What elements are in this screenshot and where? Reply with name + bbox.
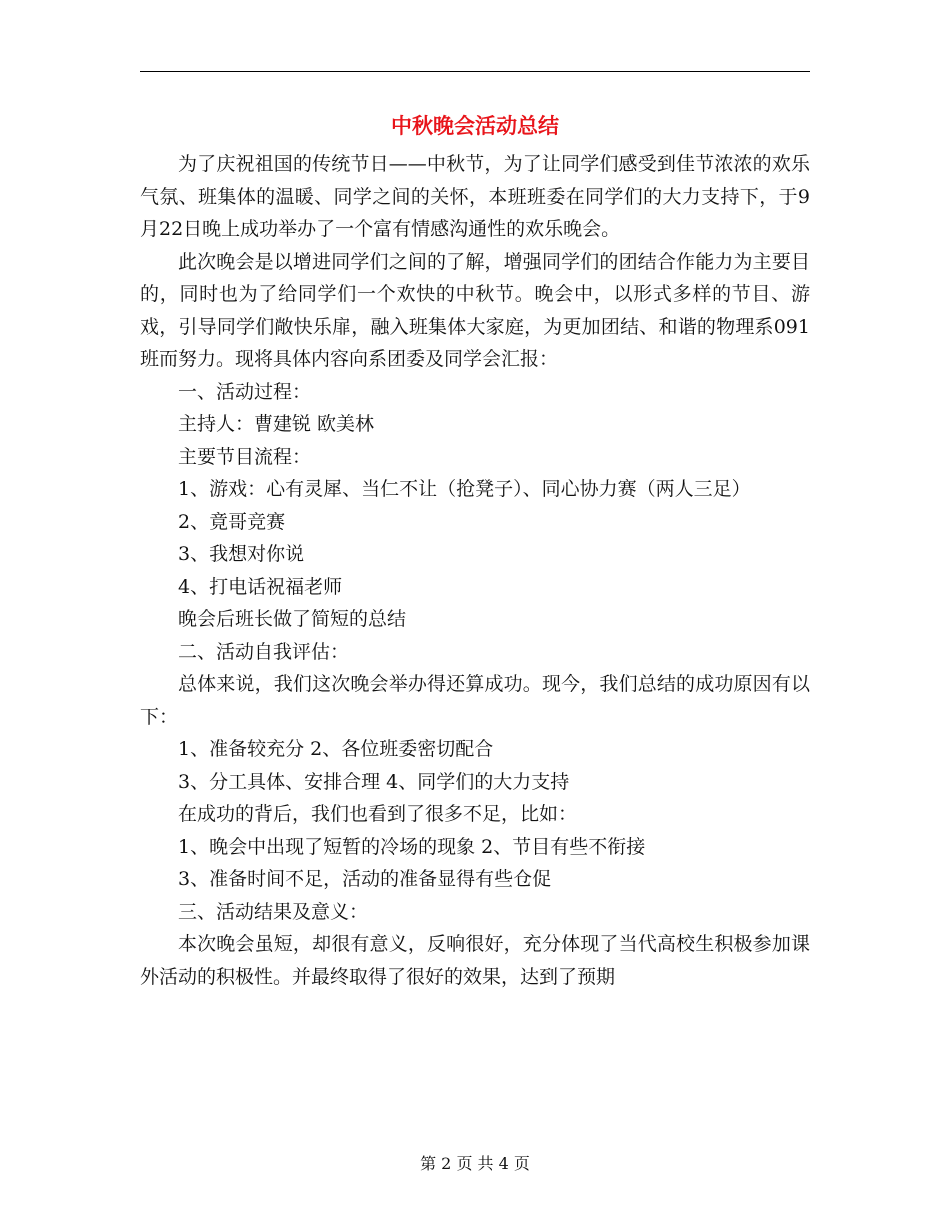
list-item: 1、晚会中出现了短暂的冷场的现象 2、节目有些不衔接 [178,835,646,858]
list-item: 3、我想对你说 [178,543,305,565]
document-title: 中秋晚会活动总结 [391,113,559,138]
section-heading: 二、活动自我评估： [178,640,350,663]
paragraph: 此次晚会是以增进同学们之间的了解，增强同学们的团结合作能力为主要目的，同时也为了给同学们一个欢快的中秋节。晚会中，以形式多样的节目、游戏，引导同学们敞快乐扉，融入班集体大家庭，为更加团结、和谐的物理系091班而努力。现将具体内容向系团委及同学会汇报： [140,250,810,370]
section-heading: 三、活动结果及意义： [178,900,369,923]
list-item: 1、准备较充分 2、各位班委密切配合 [178,738,494,760]
paragraph: 主要节目流程： [178,445,312,468]
list-item: 4、打电话祝福老师 [178,575,343,598]
paragraph: 本次晚会虽短，却很有意义，反响很好，充分体现了当代高校生积极参加课外活动的积极性。并最终取得了很好的效果，达到了预期 [140,933,810,988]
paragraph: 晚会后班长做了简短的总结 [178,608,407,630]
document-body [140,148,810,993]
header-rule [140,71,810,72]
paragraph: 总体来说，我们这次晚会举办得还算成功。现今，我们总结的成功原因有以下： [140,673,810,728]
paragraph: 主持人：曹建锐 欧美林 [178,413,375,435]
page-footer: 第 2 页 共 4 页 [420,1154,530,1173]
list-item: 3、分工具体、安排合理 4、同学们的大力支持 [178,770,570,793]
paragraph: 在成功的背后，我们也看到了很多不足，比如： [178,803,578,825]
section-heading: 一、活动过程： [178,380,312,403]
list-item: 3、准备时间不足，活动的准备显得有些仓促 [178,868,552,890]
list-item: 2、竟哥竞赛 [178,510,286,533]
list-item: 1、游戏：心有灵犀、当仁不让（抢凳子）、同心协力赛（两人三足） [178,478,751,500]
paragraph: 为了庆祝祖国的传统节日——中秋节，为了让同学们感受到佳节浓浓的欢乐气氛、班集体的温暖、同学之间的关怀，本班班委在同学们的大力支持下，于9月22日晚上成功举办了一个富有情感沟通性的欢乐晚会。 [140,153,810,240]
